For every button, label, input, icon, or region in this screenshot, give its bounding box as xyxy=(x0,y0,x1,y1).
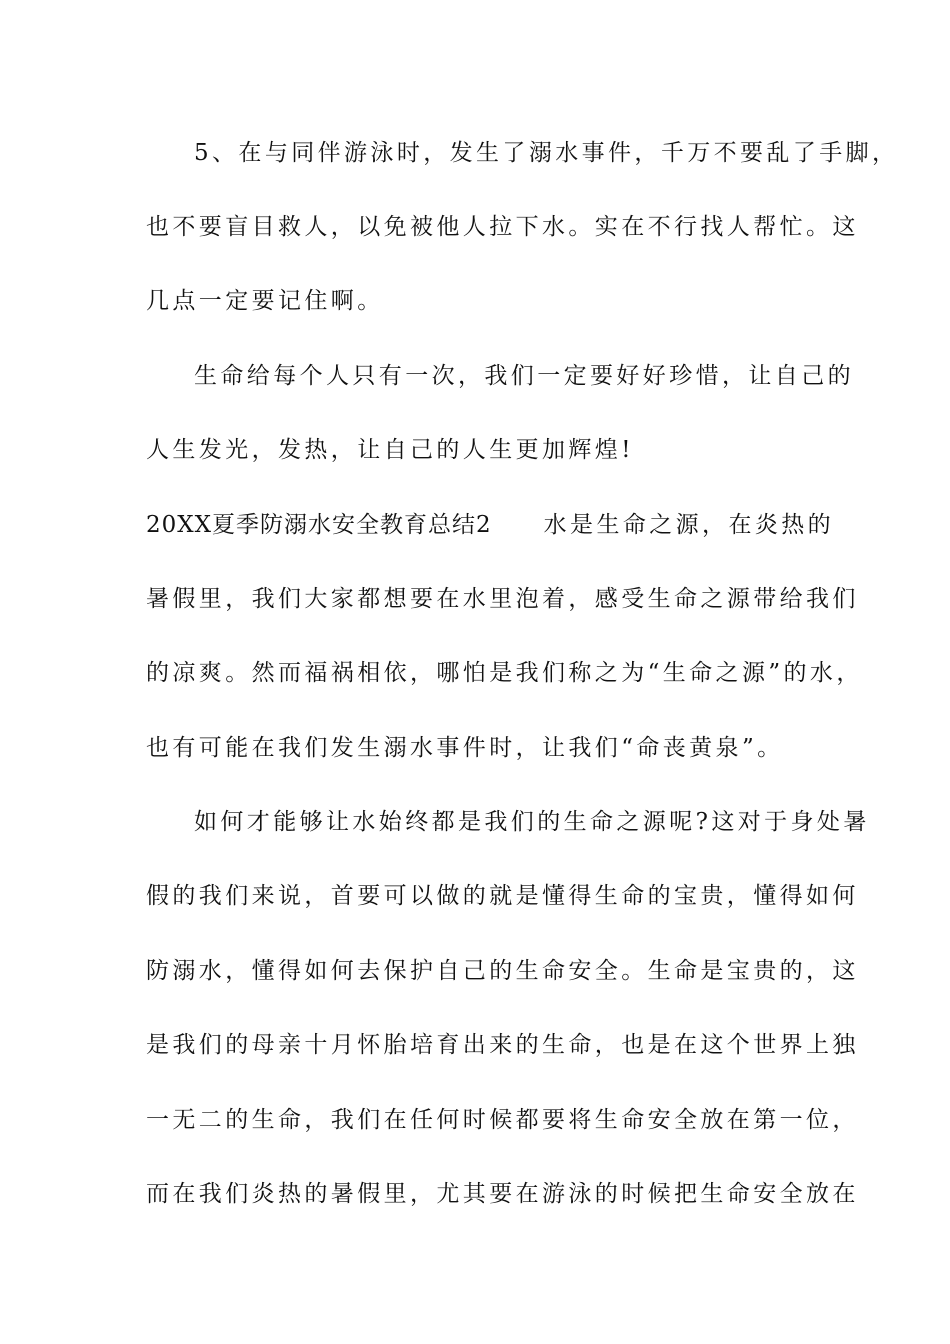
paragraph-1-line-2: 也不要盲目救人，以免被他人拉下水。实在不行找人帮忙。这 xyxy=(146,214,859,240)
paragraph-2-line-1: 生命给每个人只有一次，我们一定要好好珍惜，让自己的 xyxy=(194,363,854,389)
paragraph-4-line-3: 防溺水，懂得如何去保护自己的生命安全。生命是宝贵的，这 xyxy=(146,958,859,984)
paragraph-4-line-1: 如何才能够让水始终都是我们的生命之源呢?这对于身处暑 xyxy=(194,809,870,835)
section-2-title: 20XX夏季防溺水安全教育总结2 xyxy=(146,512,492,538)
section-2-line-2: 暑假里，我们大家都想要在水里泡着，感受生命之源带给我们 xyxy=(146,586,859,612)
paragraph-1-line-1: 5、在与同伴游泳时，发生了溺水事件，千万不要乱了手脚， xyxy=(194,140,899,166)
paragraph-4-line-2: 假的我们来说，首要可以做的就是懂得生命的宝贵，懂得如何 xyxy=(146,883,859,909)
paragraph-2-line-2: 人生发光，发热，让自己的人生更加辉煌! xyxy=(146,437,634,463)
section-2-line-3: 的凉爽。然而福祸相依，哪怕是我们称之为“生命之源”的水， xyxy=(146,660,863,686)
paragraph-1-line-3: 几点一定要记住啊。 xyxy=(146,288,384,314)
paragraph-4-line-5: 一无二的生命，我们在任何时候都要将生命安全放在第一位， xyxy=(146,1107,859,1133)
section-2-first-line xyxy=(146,510,835,540)
paragraph-4-line-4: 是我们的母亲十月怀胎培育出来的生命，也是在这个世界上独 xyxy=(146,1032,859,1058)
section-2-line-4: 也有可能在我们发生溺水事件时，让我们“命丧黄泉”。 xyxy=(146,735,784,761)
paragraph-4-line-6: 而在我们炎热的暑假里，尤其要在游泳的时候把生命安全放在 xyxy=(146,1181,859,1207)
section-2-line-1-body: 水是生命之源，在炎热的 xyxy=(543,512,835,538)
